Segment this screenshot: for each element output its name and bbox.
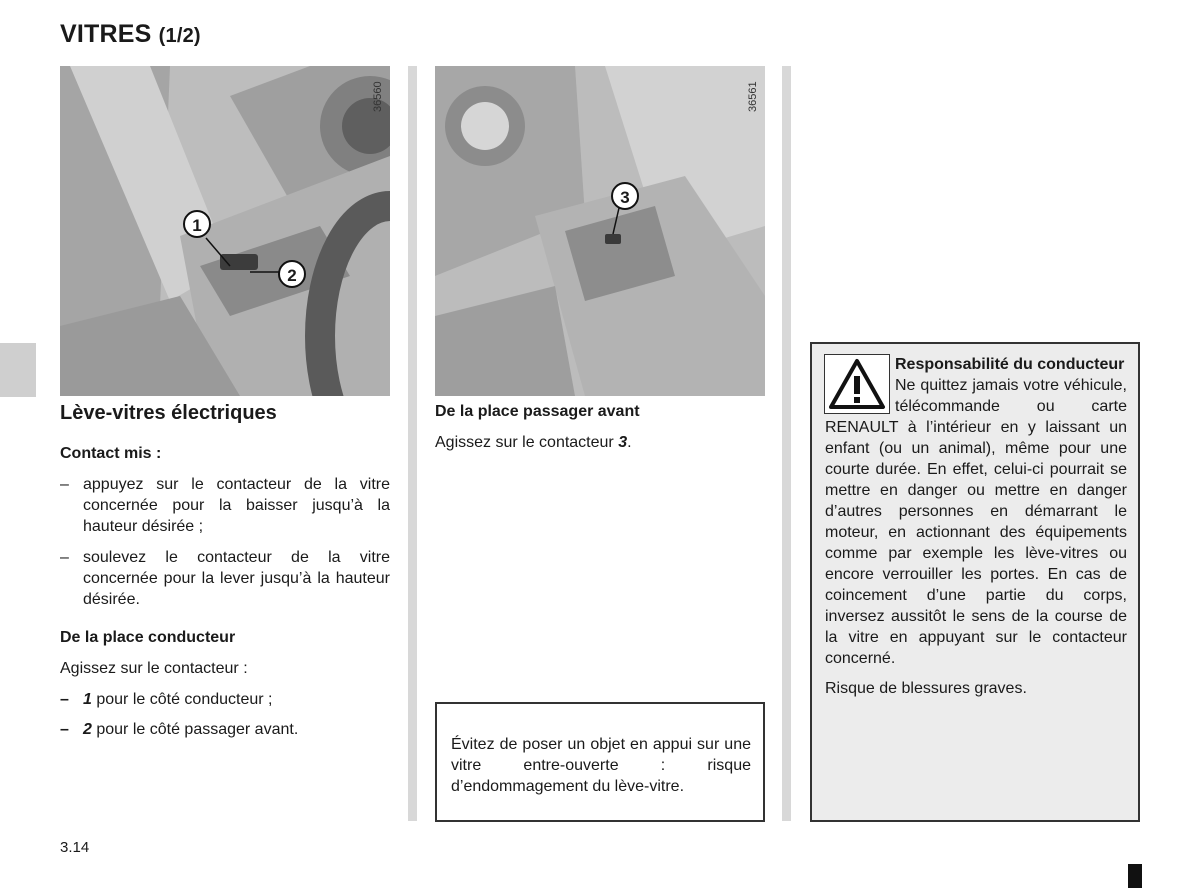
column-divider-1: [408, 66, 417, 821]
note-text: Évitez de poser un objet en appui sur une vitre entre-ouverte : risque d’endommagement du lève-vitre.: [451, 736, 751, 795]
driver-heading: De la place conducteur: [60, 629, 236, 646]
passenger-text: Agissez sur le contacteur 3.: [435, 434, 632, 451]
warning-content: [825, 354, 1127, 699]
figure-ref-1: 36560: [372, 81, 384, 112]
page-title: [60, 20, 201, 49]
warning-title: Responsabilité du conducteur: [895, 356, 1125, 373]
column-divider-2: [782, 66, 791, 821]
bullet-lower: – appuyez sur le contacteur de la vitre concernée pour la baisser jusqu’à la hauteur désirée ;: [60, 476, 390, 535]
bullet-raise: – soulevez le contacteur de la vitre concernée pour la lever jusqu’à la hauteur désirée.: [60, 549, 390, 608]
figure-ref-2: 36561: [747, 81, 759, 112]
callout-3: 3: [611, 182, 639, 210]
figure-driver-door: [60, 66, 390, 396]
corner-mark: [1128, 864, 1142, 888]
driver-item-1: – 1 pour le côté conducteur ;: [60, 691, 273, 708]
title-part: (1/2): [158, 25, 201, 47]
section-heading-power-windows: Lève-vitres électriques: [60, 402, 277, 424]
warning-risk: Risque de blessures graves.: [825, 680, 1027, 697]
callout-2: 2: [278, 260, 306, 288]
warning-text: Ne quittez jamais votre véhicule, télécommande ou carte RENAULT à l’intérieur en y laissant un enfant (ou un animal), même pour une courte durée. En effet, celui-ci pourrait se mettre en danger ou mettre en danger d’autres personnes en démarrant le moteur, en actionnant des équipements comme par exemple les lève-vitres ou encore verrouiller les portes. En cas de coincement d’une partie du corps, inversez aussitôt le sens de la course de la vitre en appuyant sur le contacteur concerné.: [825, 377, 1127, 667]
warning-box: [810, 342, 1140, 822]
page-number: 3.14: [60, 839, 90, 856]
figure-passenger-door: [435, 66, 765, 396]
callout-1: 1: [183, 210, 211, 238]
chapter-tab: [0, 343, 36, 397]
title-text: VITRES: [60, 20, 152, 48]
driver-item-2: – 2 pour le côté passager avant.: [60, 721, 299, 738]
contact-heading: Contact mis :: [60, 445, 162, 462]
note-box: [435, 702, 765, 822]
passenger-heading: De la place passager avant: [435, 403, 640, 420]
driver-text: Agissez sur le contacteur :: [60, 660, 248, 677]
